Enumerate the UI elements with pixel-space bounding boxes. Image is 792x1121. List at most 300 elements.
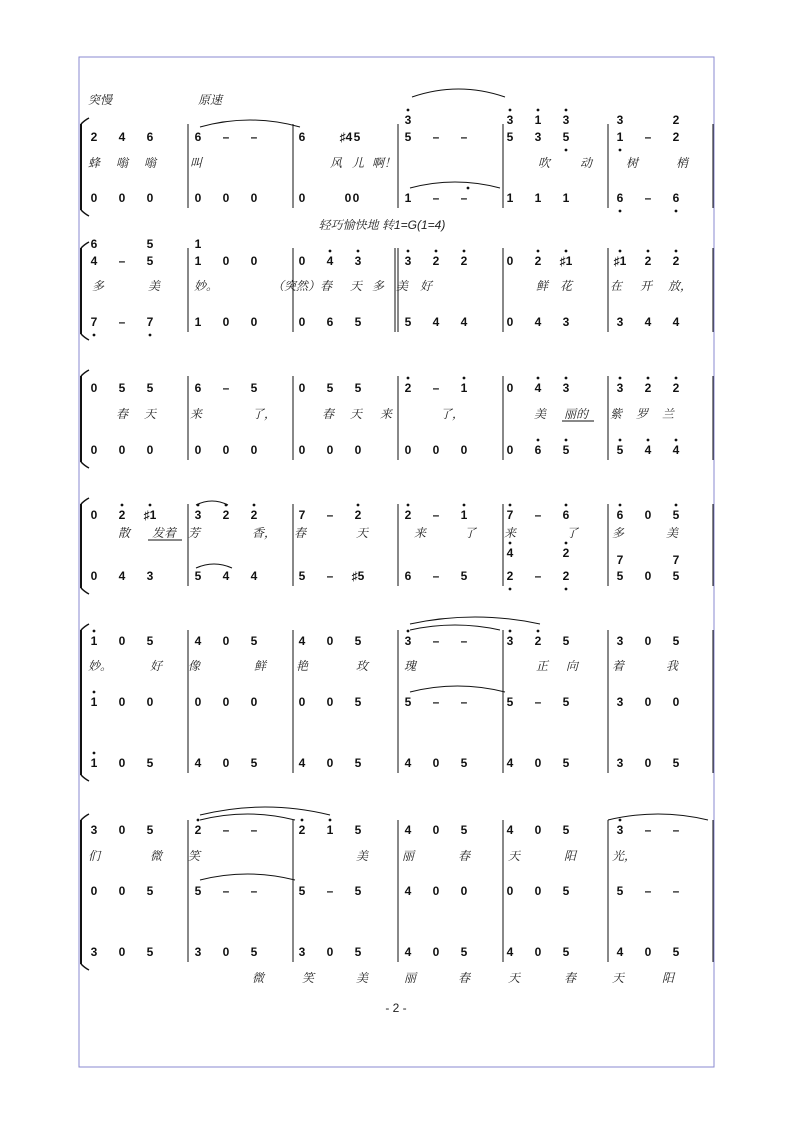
lyric: 散: [118, 526, 131, 540]
note: 0: [460, 443, 468, 457]
note: ♯4: [339, 130, 353, 144]
note: 4: [404, 884, 412, 898]
note: –: [326, 884, 334, 898]
note: 0: [118, 823, 126, 837]
note: 5: [354, 884, 362, 898]
note: 2: [644, 254, 652, 268]
note: –: [222, 381, 230, 395]
note: 0: [118, 695, 126, 709]
note: –: [432, 569, 440, 583]
octave-dot: [619, 210, 622, 213]
lyric: 嗡: [116, 156, 129, 170]
lyric: 像: [188, 659, 201, 673]
note: 5: [354, 634, 362, 648]
note: 0: [222, 634, 230, 648]
lyric: 妙。: [194, 279, 219, 293]
note: 7: [146, 315, 154, 329]
note: 7: [672, 553, 680, 567]
bracket-hook: [81, 775, 89, 781]
lyric: 嗡: [144, 156, 157, 170]
note: 0: [432, 443, 440, 457]
note: 0: [534, 756, 542, 770]
note: 5: [506, 130, 514, 144]
note: 3: [194, 508, 202, 522]
lyric: 我: [666, 659, 679, 673]
octave-dot: [407, 109, 410, 112]
lyric: 儿: [352, 156, 365, 170]
lyric: 梢: [676, 156, 689, 170]
lyric: 来: [504, 526, 517, 540]
note: 0: [644, 634, 652, 648]
note: 0: [326, 756, 334, 770]
note: 4: [298, 634, 306, 648]
octave-dot: [329, 819, 332, 822]
note: 2: [644, 381, 652, 395]
note: 0: [222, 695, 230, 709]
note: 0: [222, 945, 230, 959]
note: –: [672, 823, 680, 837]
note: 5: [354, 756, 362, 770]
note: 4: [672, 315, 680, 329]
note: 2: [194, 823, 202, 837]
lyric: 开: [640, 279, 653, 293]
note: 4: [194, 756, 202, 770]
note: 2: [506, 569, 514, 583]
note: 2: [672, 254, 680, 268]
bracket-hook: [81, 334, 89, 340]
octave-dot: [619, 504, 622, 507]
note: –: [250, 130, 258, 144]
note: 0: [146, 443, 154, 457]
note: 5: [354, 695, 362, 709]
note: 1: [90, 634, 98, 648]
lyric: 兰: [662, 407, 675, 421]
note: 0: [298, 695, 306, 709]
note: 0: [222, 191, 230, 205]
note: 3: [616, 695, 624, 709]
note: 0: [432, 756, 440, 770]
note: 5: [672, 756, 680, 770]
note: 0: [506, 315, 514, 329]
note: 2: [118, 508, 126, 522]
note: 5: [146, 254, 154, 268]
octave-dot: [537, 439, 540, 442]
octave-dot: [467, 187, 470, 190]
note: 0: [506, 381, 514, 395]
note: 0: [90, 381, 98, 395]
bracket-hook: [81, 370, 89, 376]
note: 5: [146, 823, 154, 837]
note: 3: [404, 113, 412, 127]
note: 6: [298, 130, 306, 144]
note: 1: [90, 695, 98, 709]
lyric: 动: [580, 156, 593, 170]
note: 5: [460, 945, 468, 959]
octave-dot: [93, 691, 96, 694]
note: 4: [298, 756, 306, 770]
lyric: 鲜: [536, 279, 549, 293]
note: 0: [146, 191, 154, 205]
lyric: 春: [564, 971, 577, 985]
page-number: - 2 -: [385, 1001, 407, 1015]
lyric: 微: [252, 971, 265, 985]
note: 4: [506, 756, 514, 770]
note: 3: [616, 113, 624, 127]
note: 0: [194, 191, 202, 205]
note: 1: [90, 756, 98, 770]
slur: [410, 617, 540, 624]
note: 4: [432, 315, 440, 329]
note: 5: [460, 569, 468, 583]
note: 3: [146, 569, 154, 583]
note: 6: [404, 569, 412, 583]
note: 0: [250, 191, 258, 205]
octave-dot: [509, 109, 512, 112]
note: 5: [118, 381, 126, 395]
note: 0: [298, 191, 306, 205]
note: 0: [298, 315, 306, 329]
note: ♯1: [613, 254, 627, 268]
note: 3: [616, 315, 624, 329]
lyric: 多: [92, 279, 105, 293]
note: 4: [506, 546, 514, 560]
lyric: 春: [458, 849, 471, 863]
lyric: 来: [414, 526, 427, 540]
bracket-hook: [81, 588, 89, 594]
tie: [410, 182, 500, 188]
lyric: 瑰: [404, 659, 417, 673]
lyric: 阳: [564, 849, 577, 863]
note: 1: [460, 508, 468, 522]
note: 0: [90, 508, 98, 522]
note: 5: [562, 756, 570, 770]
lyric: 多: [372, 279, 385, 293]
lyric: 天: [612, 971, 625, 985]
lyric: 好: [420, 279, 433, 293]
note: 3: [616, 823, 624, 837]
note: 0: [326, 443, 334, 457]
note: 5: [250, 756, 258, 770]
lyric: 向: [566, 659, 579, 673]
note: 2: [90, 130, 98, 144]
note: 3: [90, 945, 98, 959]
lyric: 了，: [440, 407, 465, 421]
note: 4: [672, 443, 680, 457]
note: 5: [404, 315, 412, 329]
note: 0: [250, 443, 258, 457]
lyric: 丽的: [564, 407, 589, 421]
note: 0: [344, 191, 352, 205]
lyric: 美: [666, 526, 679, 540]
lyric: 玫: [356, 659, 369, 673]
note: 5: [616, 884, 624, 898]
note: 5: [326, 381, 334, 395]
lyric: 妙。: [88, 659, 113, 673]
note: 5: [146, 945, 154, 959]
lyric: 春: [294, 526, 307, 540]
lyric: 了: [566, 526, 579, 540]
note: –: [644, 130, 652, 144]
note: 0: [118, 884, 126, 898]
note: 1: [326, 823, 334, 837]
note: 0: [118, 443, 126, 457]
note: 7: [298, 508, 306, 522]
octave-dot: [509, 630, 512, 633]
lyric: 光，: [612, 849, 637, 863]
lyric: 春: [116, 407, 129, 421]
lyric: 天: [144, 407, 157, 421]
octave-dot: [357, 504, 360, 507]
octave-dot: [565, 250, 568, 253]
note: 0: [644, 945, 652, 959]
octave-dot: [509, 504, 512, 507]
note: 5: [298, 884, 306, 898]
note: 3: [616, 634, 624, 648]
note: 0: [644, 695, 652, 709]
lyric: 好: [150, 659, 163, 673]
note: 4: [644, 315, 652, 329]
note: 0: [352, 191, 360, 205]
note: 1: [194, 237, 202, 251]
lyric: 芳: [188, 526, 201, 540]
note: 4: [404, 756, 412, 770]
octave-dot: [565, 504, 568, 507]
note: 2: [354, 508, 362, 522]
note: 5: [672, 508, 680, 522]
lyric: 发着: [152, 526, 177, 540]
note: 5: [250, 381, 258, 395]
note: 0: [460, 884, 468, 898]
note: 0: [506, 884, 514, 898]
note: 4: [90, 254, 98, 268]
note: 2: [534, 634, 542, 648]
note: 5: [250, 634, 258, 648]
note: –: [460, 130, 468, 144]
note: 6: [90, 237, 98, 251]
octave-dot: [537, 377, 540, 380]
note: 5: [562, 823, 570, 837]
note: 6: [616, 508, 624, 522]
lyric: 了，: [252, 407, 277, 421]
lyric: 风: [330, 156, 343, 170]
note: 3: [562, 381, 570, 395]
note: 0: [194, 695, 202, 709]
note: 0: [326, 945, 334, 959]
note: 5: [506, 695, 514, 709]
note: 5: [354, 823, 362, 837]
note: 0: [644, 508, 652, 522]
note: 0: [90, 569, 98, 583]
octave-dot: [647, 377, 650, 380]
octave-dot: [565, 377, 568, 380]
note: 3: [506, 113, 514, 127]
lyric: 啊！: [372, 156, 397, 170]
note: 5: [672, 569, 680, 583]
octave-dot: [647, 439, 650, 442]
octave-dot: [93, 630, 96, 633]
note: 0: [222, 443, 230, 457]
note: 4: [194, 634, 202, 648]
lyric: 春: [322, 407, 335, 421]
note: 4: [326, 254, 334, 268]
lyric: 阳: [662, 971, 675, 985]
octave-dot: [149, 334, 152, 337]
note: 0: [250, 254, 258, 268]
note: –: [222, 823, 230, 837]
note: 6: [616, 191, 624, 205]
octave-dot: [647, 250, 650, 253]
note: 0: [534, 945, 542, 959]
note: 0: [326, 634, 334, 648]
note: –: [250, 884, 258, 898]
note: 4: [460, 315, 468, 329]
note: 6: [194, 130, 202, 144]
note: –: [534, 508, 542, 522]
lyric: 天: [508, 971, 521, 985]
note: 4: [534, 381, 542, 395]
tie: [200, 874, 295, 880]
octave-dot: [407, 377, 410, 380]
note: 6: [194, 381, 202, 395]
note: 6: [146, 130, 154, 144]
note: 4: [616, 945, 624, 959]
tie: [608, 814, 708, 820]
note: 5: [353, 130, 361, 144]
bracket-hook: [81, 964, 89, 970]
note: 5: [194, 884, 202, 898]
note: 2: [222, 508, 230, 522]
note: –: [644, 191, 652, 205]
note: 0: [118, 634, 126, 648]
note: 0: [90, 191, 98, 205]
note: 0: [534, 884, 542, 898]
lyric: 美: [534, 407, 547, 421]
note: 0: [250, 315, 258, 329]
note: 4: [222, 569, 230, 583]
note: 5: [616, 569, 624, 583]
lyric: 笑: [188, 849, 201, 863]
note: 5: [616, 443, 624, 457]
note: 2: [562, 569, 570, 583]
lyric: 天: [508, 849, 521, 863]
note: 5: [146, 237, 154, 251]
lyric: 天: [350, 279, 363, 293]
octave-dot: [619, 250, 622, 253]
key-change-label: 轻巧愉快地 转1=G(1=4): [318, 218, 446, 232]
note: 0: [90, 884, 98, 898]
note: 3: [404, 254, 412, 268]
lyric: 着: [612, 659, 625, 673]
octave-dot: [463, 504, 466, 507]
note: 3: [404, 634, 412, 648]
note: 4: [404, 945, 412, 959]
note: ♯5: [351, 569, 365, 583]
note: 3: [298, 945, 306, 959]
note: 7: [90, 315, 98, 329]
tie: [410, 625, 500, 630]
note: 2: [460, 254, 468, 268]
note: 0: [644, 569, 652, 583]
lyric: 丽: [404, 971, 417, 985]
note: 0: [222, 254, 230, 268]
octave-dot: [537, 109, 540, 112]
octave-dot: [565, 439, 568, 442]
note: 5: [562, 443, 570, 457]
lyric: 天: [350, 407, 363, 421]
note: 0: [506, 254, 514, 268]
lyric: 艳: [296, 659, 309, 673]
note: 1: [534, 191, 542, 205]
lyric: 天: [356, 526, 369, 540]
octave-dot: [619, 439, 622, 442]
lyric: 罗: [636, 407, 649, 421]
note: ♯1: [143, 508, 157, 522]
note: –: [534, 569, 542, 583]
octave-dot: [253, 504, 256, 507]
note: –: [326, 508, 334, 522]
note: 5: [146, 634, 154, 648]
octave-dot: [509, 542, 512, 545]
note: 1: [534, 113, 542, 127]
note: 2: [672, 113, 680, 127]
octave-dot: [93, 752, 96, 755]
note: 0: [146, 695, 154, 709]
bracket-hook: [81, 624, 89, 630]
note: 3: [562, 315, 570, 329]
octave-dot: [537, 630, 540, 633]
note: 1: [506, 191, 514, 205]
note: 4: [118, 130, 126, 144]
lyric: 美: [356, 971, 369, 985]
note: 0: [90, 443, 98, 457]
octave-dot: [121, 504, 124, 507]
note: 5: [460, 756, 468, 770]
note: 0: [298, 443, 306, 457]
note: 7: [616, 553, 624, 567]
octave-dot: [463, 250, 466, 253]
note: –: [432, 130, 440, 144]
octave-dot: [565, 109, 568, 112]
bracket-hook: [81, 498, 89, 504]
note: 4: [534, 315, 542, 329]
note: 5: [404, 695, 412, 709]
note: 2: [250, 508, 258, 522]
note: 3: [562, 113, 570, 127]
note: 0: [432, 884, 440, 898]
lyric: 香，: [252, 526, 277, 540]
lyric: 树: [626, 156, 639, 170]
note: 0: [326, 695, 334, 709]
note: 1: [562, 191, 570, 205]
note: 1: [616, 130, 624, 144]
note: 3: [616, 756, 624, 770]
slur: [412, 89, 505, 97]
note: 3: [534, 130, 542, 144]
note: 0: [506, 443, 514, 457]
note: 0: [298, 254, 306, 268]
note: 0: [404, 443, 412, 457]
note: –: [644, 884, 652, 898]
tempo-marking: 突慢: [88, 93, 113, 107]
octave-dot: [357, 250, 360, 253]
note: –: [672, 884, 680, 898]
lyric: （突然）春: [272, 279, 333, 293]
note: 5: [562, 130, 570, 144]
note: 2: [672, 381, 680, 395]
note: 1: [194, 315, 202, 329]
note: 5: [146, 381, 154, 395]
lyric: 正: [536, 659, 549, 673]
